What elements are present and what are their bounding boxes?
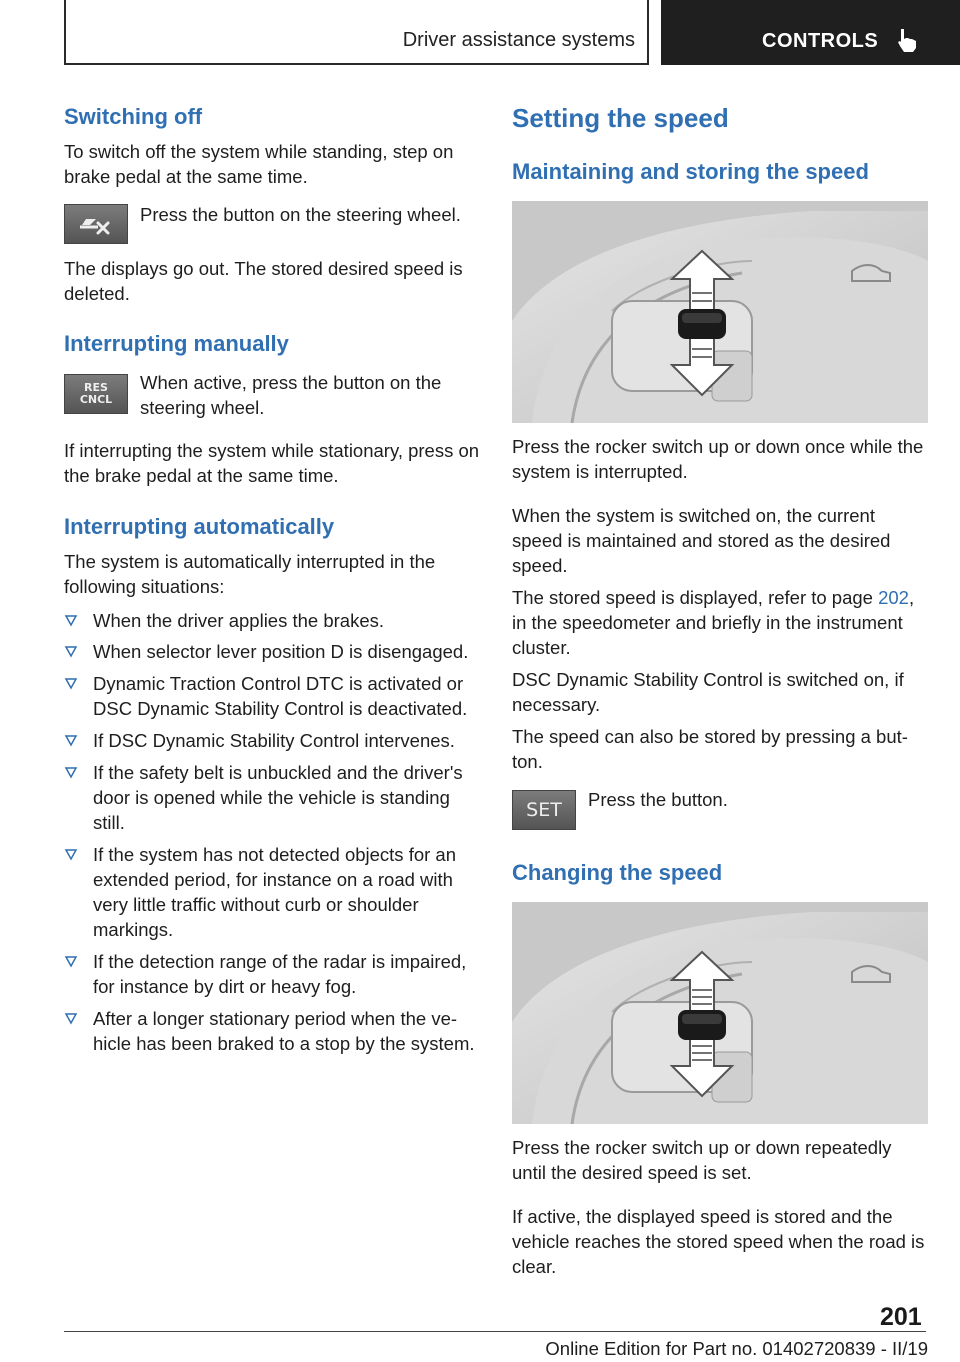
- set-button-text: Press the button.: [588, 789, 728, 810]
- p3-text-before: The stored speed is displayed, refer to page: [512, 587, 879, 608]
- cruise-control-button-image: [64, 204, 128, 244]
- changing-speed-p2: If active, the displayed speed is stored and the vehicle reaches the stored speed when the road is clear.: [512, 1206, 925, 1277]
- cruise-control-icon: [76, 211, 116, 237]
- triangle-bullet-icon: [64, 847, 78, 861]
- changing-speed-p1: Press the rocker switch up or down repeatedly until the desired speed is set.: [512, 1137, 892, 1183]
- heading-setting-speed: Setting the speed: [512, 103, 729, 133]
- set-label: SET: [526, 799, 562, 821]
- triangle-bullet-icon: [64, 613, 78, 627]
- cncl-label: CNCL: [79, 393, 113, 406]
- list-item-text: If DSC Dynamic Stability Control intervenes.: [93, 730, 455, 751]
- footer-divider: [64, 1331, 926, 1332]
- footer-edition-text: Online Edition for Part no. 01402720839 - II/19: [545, 1338, 928, 1359]
- res-cncl-button-image: [64, 374, 128, 414]
- interrupting-automatically-intro: The system is automatically interrupted in the following situations:: [64, 551, 436, 597]
- header-section-box: [64, 0, 649, 65]
- list-item-text: When selector lever position D is disengaged.: [93, 641, 469, 662]
- list-item-text: If the safety belt is unbuckled and the driver's door is opened while the vehicle is standing still.: [93, 762, 463, 833]
- list-item-text: If the system has not detected objects for an extended period, for instance on a road with very little traffic without curb or shoulder markings.: [93, 844, 457, 940]
- res-label: RES: [84, 381, 108, 394]
- setting-speed-p2: When the system is switched on, the current speed is maintained and stored as the desired speed.: [512, 505, 891, 576]
- heading-interrupting-automatically: Interrupting automatically: [64, 514, 335, 539]
- setting-speed-p1: Press the rocker switch up or down once while the system is interrupted.: [512, 436, 924, 482]
- steering-wheel-rocker-switch-image: [512, 201, 928, 423]
- switching-off-after: The displays go out. The stored desired speed is deleted.: [64, 258, 463, 304]
- header-chapter-tab[interactable]: [661, 0, 960, 65]
- header-section-title: Driver assistance systems: [402, 29, 635, 51]
- page-link-202[interactable]: 202: [878, 587, 909, 608]
- pointing-hand-icon: [897, 27, 919, 53]
- switching-off-button-text: Press the button on the steering wheel.: [140, 204, 461, 225]
- heading-maintaining-storing-speed: Maintaining and storing the speed: [512, 159, 869, 184]
- p3-text-after: , in the speedometer and briefly in the instrument cluster.: [512, 587, 915, 658]
- switching-off-intro: To switch off the system while standing, step on brake pedal at the same time.: [64, 141, 454, 187]
- interrupting-manually-after: If interrupting the system while stationary, press on the brake pedal at the same time.: [64, 440, 480, 486]
- triangle-bullet-icon: [64, 1011, 78, 1025]
- steering-wheel-rocker-switch-image-2: [512, 902, 928, 1124]
- list-item-text: After a longer stationary period when the vehicle has been braked to a stop by the system.: [93, 1008, 475, 1054]
- interrupting-manually-button-text: When active, press the button on the steering wheel.: [140, 372, 442, 418]
- list-item-text: If the detection range of the radar is impaired, for instance by dirt or heavy fog.: [93, 951, 467, 997]
- header-chapter-title: CONTROLS: [762, 30, 879, 52]
- heading-changing-speed: Changing the speed: [512, 860, 723, 885]
- heading-interrupting-manually: Interrupting manually: [64, 331, 289, 356]
- triangle-bullet-icon: [64, 676, 78, 690]
- steering-wheel-illustration: [512, 201, 928, 423]
- setting-speed-p5: The speed can also be stored by pressing a button.: [512, 726, 908, 772]
- triangle-bullet-icon: [64, 644, 78, 658]
- heading-switching-off: Switching off: [64, 104, 203, 129]
- set-button-image: [512, 790, 576, 830]
- triangle-bullet-icon: [64, 733, 78, 747]
- page-number: 201: [880, 1303, 922, 1331]
- setting-speed-p4: DSC Dynamic Stability Control is switched on, if necessary.: [512, 669, 904, 715]
- list-item-text: When the driver applies the brakes.: [93, 610, 385, 631]
- steering-wheel-illustration-2: [512, 902, 928, 1124]
- list-item-text: Dynamic Traction Control DTC is activated or DSC Dynamic Stability Control is deactivated.: [93, 673, 468, 719]
- triangle-bullet-icon: [64, 954, 78, 968]
- setting-speed-p3: [512, 585, 928, 660]
- triangle-bullet-icon: [64, 765, 78, 779]
